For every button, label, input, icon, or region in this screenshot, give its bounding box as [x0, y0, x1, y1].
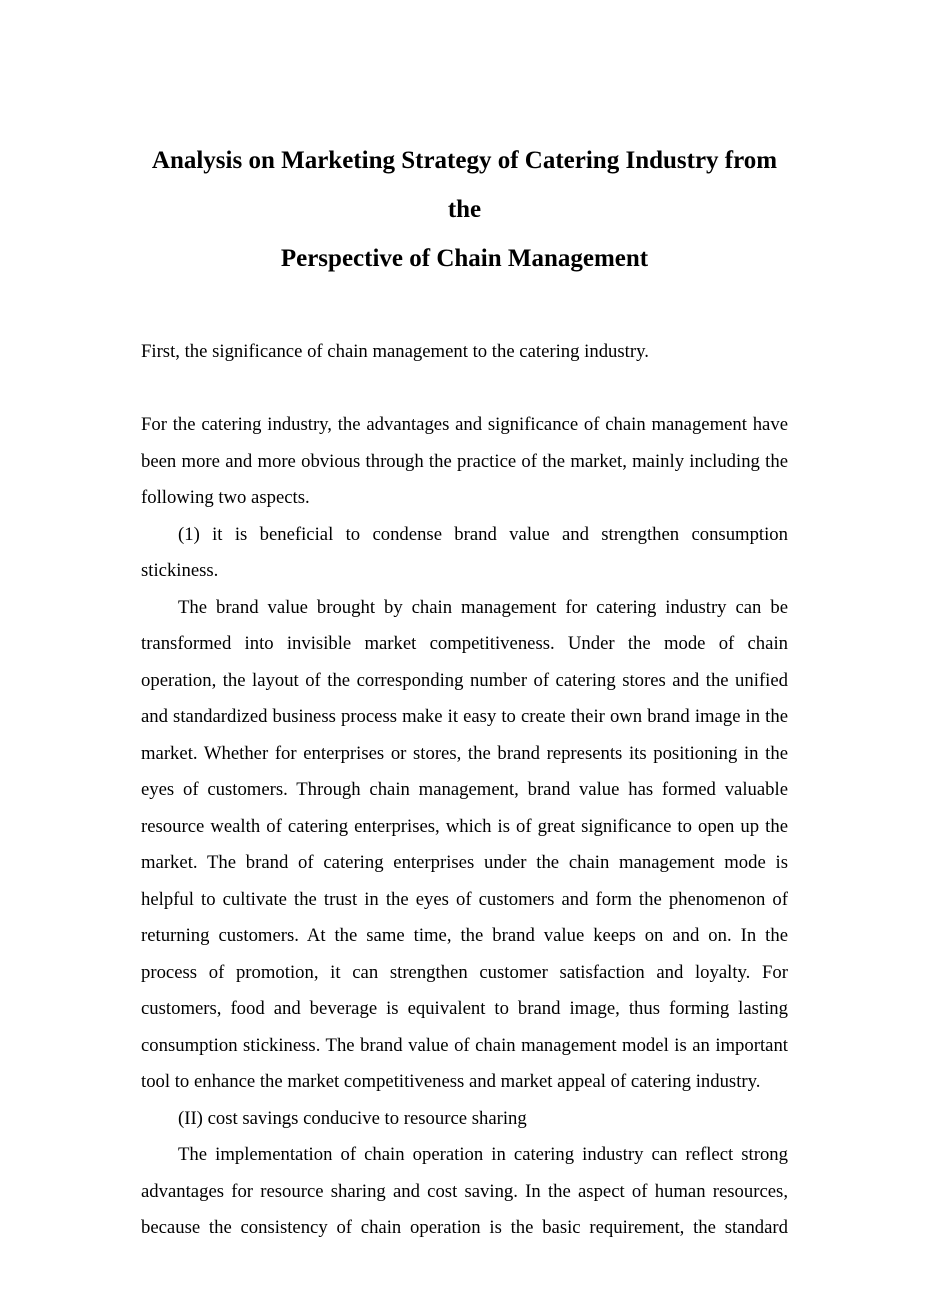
paragraph-overview: For the catering industry, the advantages and significance of chain management have been more and more obvious through the practice of the market, mainly including the following two aspects. [141, 414, 788, 508]
title-line-1: Analysis on Marketing Strategy of Catering Industry from the [151, 147, 778, 223]
paragraph-point-2-body: The implementation of chain operation in catering industry can reflect strong advantages for resource sharing and cost saving. In the aspect of human resources, because the consistency of chain operation is the basic requirement, the standard [141, 1144, 788, 1238]
section-heading: First, the significance of chain management to the catering industry. [141, 341, 649, 362]
document-title [141, 136, 788, 283]
title-line-2: Perspective of Chain Management [280, 245, 649, 272]
paragraph-point-1-heading: (1) it is beneficial to condense brand value and strengthen consumption stickiness. [141, 523, 788, 581]
paragraph-point-1-body: The brand value brought by chain management for catering industry can be transformed into invisible market competitiveness. Under the mode of chain operation, the layout of the corresponding number of catering stores and the unified and standardized business process make it easy to create their own brand image in the market. Whether for enterprises or stores, the brand represents its positioning in the eyes of customers. Through chain management, brand value has formed valuable resource wealth of catering enterprises, which is of great significance to open up the market. The brand of catering enterprises under the chain management mode is helpful to cultivate the trust in the eyes of customers and form the phenomenon of returning customers. At the same time, the brand value keeps on and on. In the process of promotion, it can strengthen customer satisfaction and loyalty. For customers, food and beverage is equivalent to brand image, thus forming lasting consumption stickiness. The brand value of chain management model is an important tool to enhance the market competitiveness and market appeal of catering industry. [141, 596, 788, 1092]
paragraph-point-2-heading: (II) cost savings conducive to resource sharing [178, 1107, 527, 1129]
